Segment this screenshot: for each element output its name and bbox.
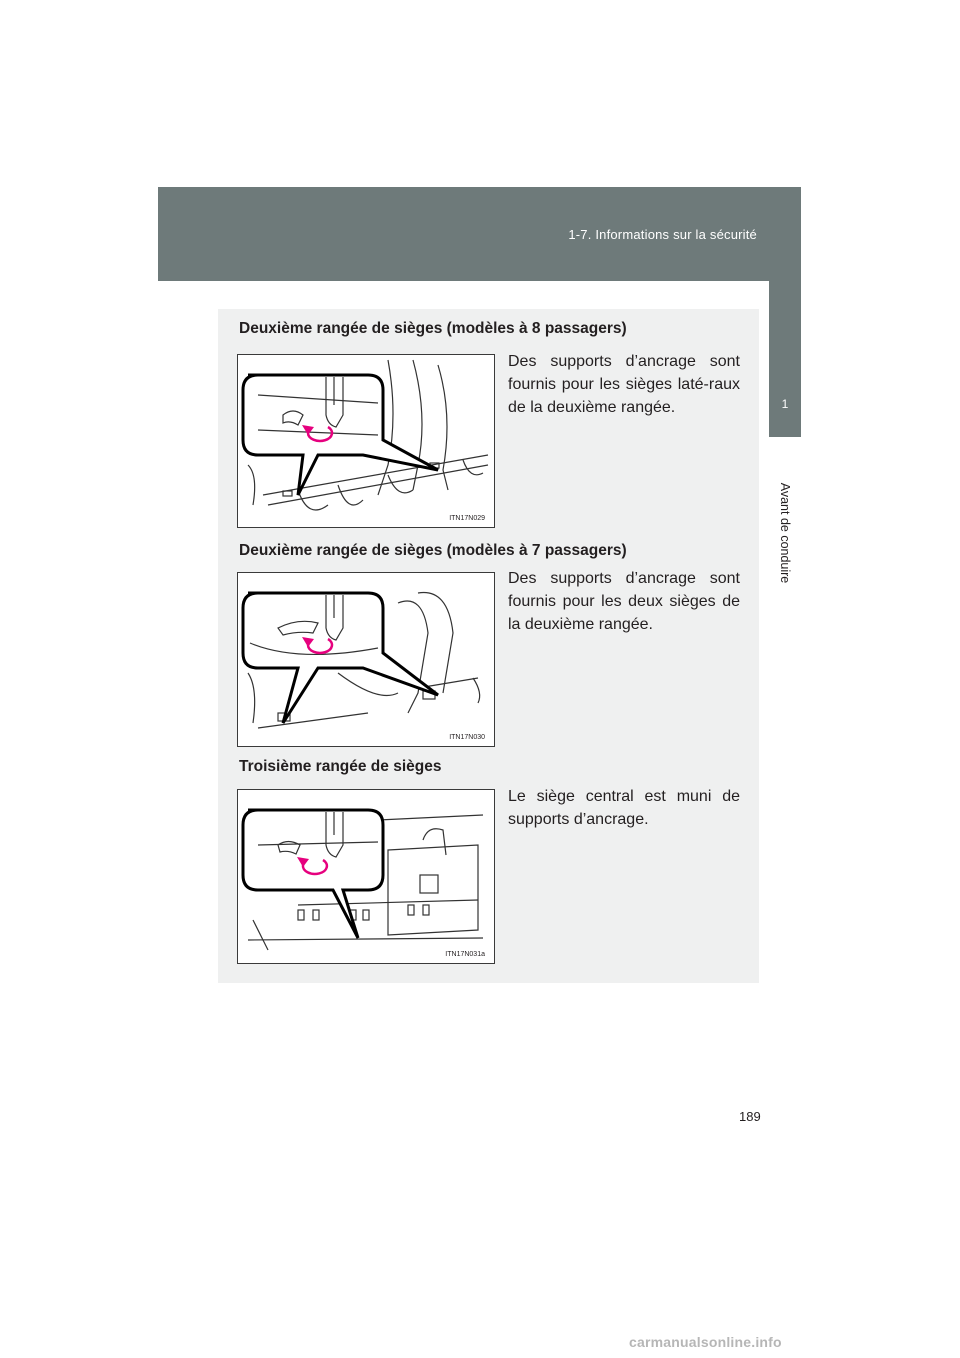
watermark: carmanualsonline.info [629,1334,782,1350]
seat-anchor-illustration [238,573,494,746]
header-band [158,187,801,281]
chapter-number: 1 [781,397,789,411]
figure-anchor-third-row [237,789,495,964]
chapter-title: Avant de conduire [778,482,792,584]
section-description-third-row: Le siège central est muni de supports d’ancrage. [508,788,740,828]
seat-anchor-illustration [238,355,494,527]
figure-code: ITN17N031a [445,951,485,958]
page-number: 189 [739,1109,761,1124]
section-title-third-row: Troisième rangée de sièges [239,758,442,775]
figure-code: ITN17N029 [449,515,485,522]
section-header-title: 1-7. Informations sur la sécurité [568,227,757,242]
figure-anchor-8-passengers [237,354,495,528]
section-description-8-passengers: Des supports d’ancrage sont fournis pour les sièges laté-raux de la deuxième rangée. [508,353,740,416]
section-title-8-passengers: Deuxième rangée de sièges (modèles à 8 passagers) [239,320,627,337]
section-description-7-passengers: Des supports d’ancrage sont fournis pour les deux sièges de la deuxième rangée. [508,570,740,633]
chapter-title-vertical [768,448,802,618]
chapter-tab [769,187,801,437]
figure-code: ITN17N030 [449,734,485,741]
seat-anchor-illustration [238,790,494,963]
figure-anchor-7-passengers [237,572,495,747]
section-title-7-passengers: Deuxième rangée de sièges (modèles à 7 passagers) [239,542,627,559]
